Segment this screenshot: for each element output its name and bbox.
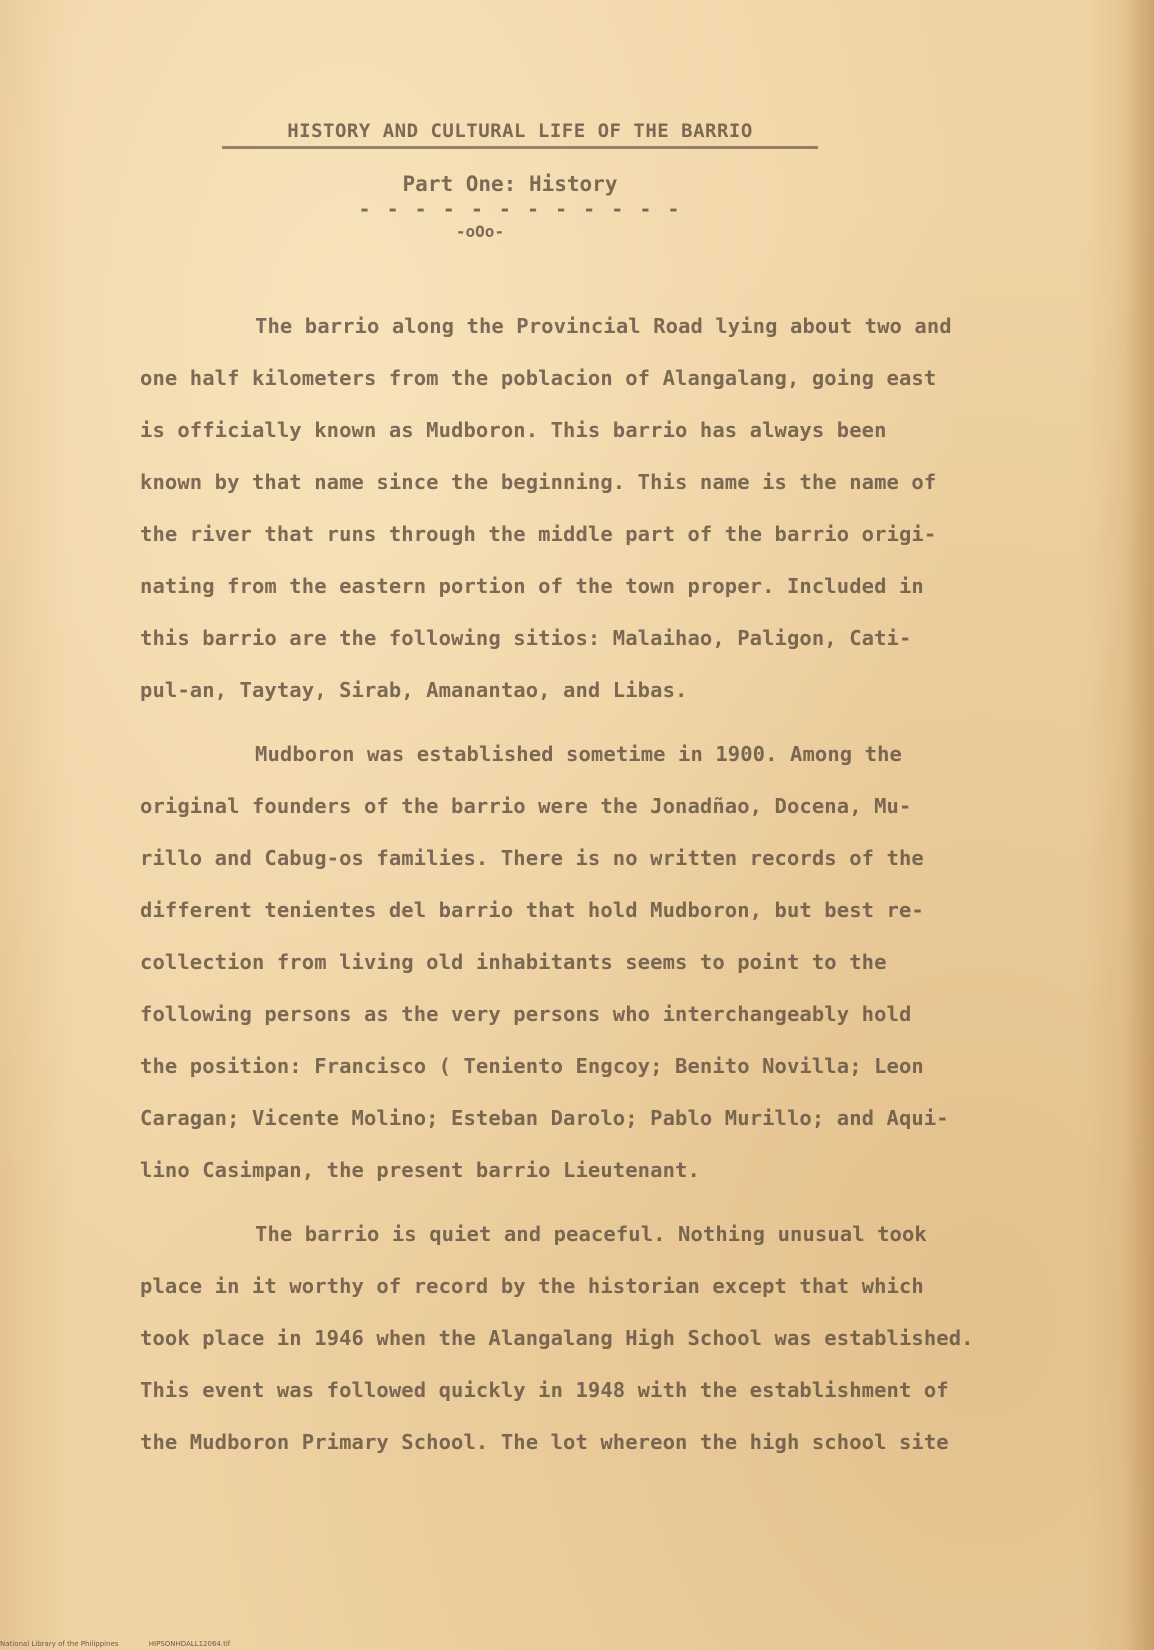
body-line: is officially known as Mudboron. This barrio has always been	[140, 418, 887, 442]
body-line: took place in 1946 when the Alangalang High School was established.	[140, 1326, 974, 1350]
body-line: the position: Francisco ( Teniento Engcoy; Benito Novilla; Leon	[140, 1054, 924, 1078]
body-line: lino Casimpan, the present barrio Lieutenant.	[140, 1158, 700, 1182]
footer-library: National Library of the Philippines	[0, 1640, 119, 1648]
scan-footer	[0, 1640, 258, 1648]
document-subtitle: Part One: History	[402, 172, 618, 196]
body-line: this barrio are the following sitios: Malaihao, Paligon, Cati-	[140, 626, 912, 650]
body-line: pul-an, Taytay, Sirab, Amanantao, and Libas.	[140, 678, 688, 702]
body-line: original founders of the barrio were the Jonadñao, Docena, Mu-	[140, 794, 912, 818]
body-line: This event was followed quickly in 1948 with the establishment of	[140, 1378, 949, 1402]
section-ornament: -oOo-	[455, 222, 505, 241]
body-line: Mudboron was established sometime in 1900. Among the	[255, 742, 902, 766]
body-line: place in it worthy of record by the historian except that which	[140, 1274, 924, 1298]
body-line: one half kilometers from the poblacion of Alangalang, going east	[140, 366, 937, 390]
body-line: different tenientes del barrio that hold Mudboron, but best re-	[140, 898, 924, 922]
document-body	[140, 300, 1020, 1468]
body-line: nating from the eastern portion of the town proper. Included in	[140, 574, 924, 598]
page-edge-shadow	[1124, 0, 1154, 1650]
body-line: known by that name since the beginning. This name is the name of	[140, 470, 937, 494]
footer-filename: HIPSONHDALL12064.tif	[148, 1640, 231, 1648]
document-title: HISTORY AND CULTURAL LIFE OF THE BARRIO	[222, 120, 818, 149]
body-line: following persons as the very persons who interchangeably hold	[140, 1002, 912, 1026]
body-line: rillo and Cabug-os families. There is no written records of the	[140, 846, 924, 870]
body-line: the river that runs through the middle part of the barrio origi-	[140, 522, 937, 546]
body-line: The barrio is quiet and peaceful. Nothing unusual took	[255, 1222, 927, 1246]
body-line: collection from living old inhabitants seems to point to the	[140, 950, 887, 974]
subtitle-dashes: - - - - - - - - - - - -	[358, 197, 682, 221]
body-line: Caragan; Vicente Molino; Esteban Darolo; Pablo Murillo; and Aqui-	[140, 1106, 949, 1130]
body-line: the Mudboron Primary School. The lot whereon the high school site	[140, 1430, 949, 1454]
body-line: The barrio along the Provincial Road lying about two and	[255, 314, 952, 338]
